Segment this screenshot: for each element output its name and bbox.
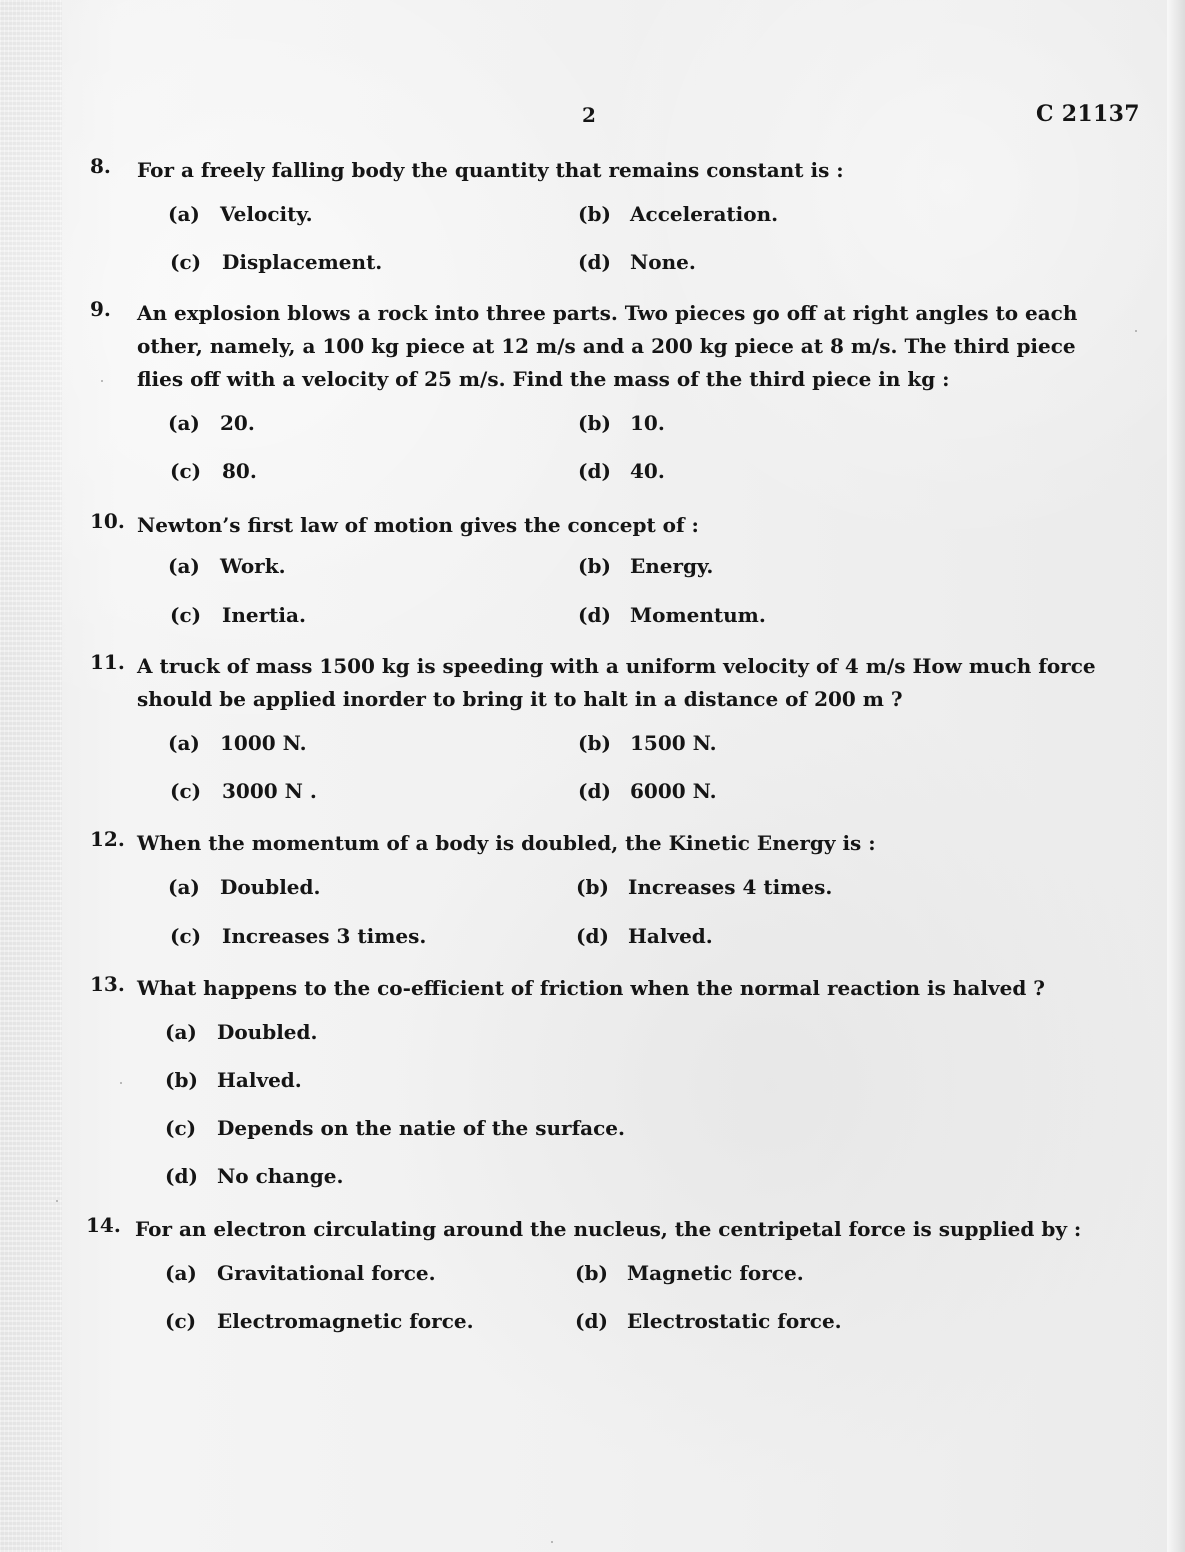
option-text: Electrostatic force. [627, 1309, 842, 1333]
option-text: 1500 N. [630, 731, 717, 755]
paper-speck [101, 380, 103, 382]
paper-speck [1135, 330, 1137, 332]
question-number: 8. [90, 154, 111, 178]
option-text: Increases 3 times. [222, 924, 427, 948]
option-label: (c) [170, 603, 202, 627]
option-label: (b) [578, 202, 611, 226]
option-d [575, 1311, 842, 1331]
question-text: An explosion blows a rock into three parts. Two pieces go off at right angles to each other, namely, a 100 kg piece at 12 m/s and a 200 kg piece at 8 m/s. The third piece flies off with a velocity of 25 m/s. Find the mass of the third piece in kg : [137, 301, 1078, 391]
option-d [578, 461, 665, 481]
option-text: Halved. [217, 1068, 302, 1092]
option-text: Electromagnetic force. [217, 1309, 474, 1333]
option-label: (c) [170, 924, 202, 948]
option-label: (b) [575, 1261, 608, 1285]
option-label: (d) [578, 250, 611, 274]
option-text: Acceleration. [630, 202, 779, 226]
option-a [168, 556, 286, 576]
option-a [165, 1263, 436, 1283]
option-label: (c) [170, 459, 202, 483]
option-text: Momentum. [630, 603, 766, 627]
option-text: 20. [220, 411, 255, 435]
option-label: (d) [578, 779, 611, 803]
option-text: Increases 4 times. [628, 875, 833, 899]
option-text: No change. [217, 1164, 344, 1188]
question-number: 13. [90, 972, 125, 996]
option-label: (a) [168, 731, 200, 755]
option-text: 3000 N . [222, 779, 317, 803]
option-label: (c) [165, 1116, 197, 1140]
option-text: None. [630, 250, 696, 274]
question-text: For a freely falling body the quantity that remains constant is : [137, 158, 844, 182]
option-b [576, 877, 832, 897]
option-a [168, 877, 320, 897]
question-number: 11. [90, 650, 125, 674]
option-label: (d) [578, 459, 611, 483]
option-b [578, 204, 778, 224]
option-d [578, 252, 696, 272]
question-number: 12. [90, 827, 125, 851]
option-d [165, 1166, 343, 1186]
option-label: (a) [168, 554, 200, 578]
option-label: (c) [170, 779, 202, 803]
option-a [168, 733, 307, 753]
option-label: (b) [578, 411, 611, 435]
option-label: (c) [170, 250, 202, 274]
option-b [578, 556, 713, 576]
option-label: (d) [578, 603, 611, 627]
paper-speck [551, 1541, 553, 1543]
option-b [578, 733, 717, 753]
option-c [170, 461, 257, 481]
option-b [578, 413, 665, 433]
option-label: (b) [578, 554, 611, 578]
option-c [165, 1311, 474, 1331]
option-d [578, 781, 717, 801]
paper-speck [120, 1082, 122, 1084]
option-label: (b) [165, 1068, 198, 1092]
option-b [165, 1070, 302, 1090]
option-text: Inertia. [222, 603, 306, 627]
option-label: (a) [165, 1261, 197, 1285]
option-c [170, 605, 306, 625]
option-label: (b) [576, 875, 609, 899]
option-c [170, 252, 382, 272]
paper-speck [56, 1200, 58, 1202]
question-text: For an electron circulating around the nucleus, the centripetal force is supplied by : [135, 1217, 1082, 1241]
option-label: (a) [168, 411, 200, 435]
option-label: (a) [165, 1020, 197, 1044]
option-label: (d) [575, 1309, 608, 1333]
question-text: A truck of mass 1500 kg is speeding with a uniform velocity of 4 m/s How much force should be applied inorder to bring it to halt in a distance of 200 m ? [137, 654, 1096, 711]
option-label: (b) [578, 731, 611, 755]
option-text: Magnetic force. [627, 1261, 804, 1285]
option-text: Energy. [630, 554, 714, 578]
option-text: Displacement. [222, 250, 383, 274]
option-text: Halved. [628, 924, 713, 948]
option-d [576, 926, 713, 946]
option-c [165, 1118, 625, 1138]
option-a [168, 204, 313, 224]
option-label: (a) [168, 875, 200, 899]
question-text: Newton’s first law of motion gives the concept of : [137, 513, 699, 537]
option-label: (c) [165, 1309, 197, 1333]
option-text: Doubled. [217, 1020, 318, 1044]
page-number: 2 [582, 103, 596, 127]
option-c [170, 926, 426, 946]
option-a [168, 413, 255, 433]
perforated-paper-edge [0, 0, 62, 1552]
option-text: 6000 N. [630, 779, 717, 803]
page-fold-shadow [1167, 0, 1185, 1552]
option-c [170, 781, 317, 801]
option-text: Velocity. [220, 202, 313, 226]
option-text: Doubled. [220, 875, 321, 899]
option-d [578, 605, 766, 625]
exam-code: C 21137 [1036, 101, 1140, 127]
option-text: Gravitational force. [217, 1261, 436, 1285]
option-b [575, 1263, 804, 1283]
option-a [165, 1022, 317, 1042]
option-text: Depends on the natie of the surface. [217, 1116, 625, 1140]
option-label: (d) [165, 1164, 198, 1188]
option-text: Work. [220, 554, 286, 578]
question-text: When the momentum of a body is doubled, the Kinetic Energy is : [137, 831, 876, 855]
question-number: 14. [86, 1213, 121, 1237]
question-text: What happens to the co-efficient of friction when the normal reaction is halved ? [137, 976, 1045, 1000]
question-number: 10. [90, 509, 125, 533]
question-number: 9. [90, 297, 111, 321]
option-text: 40. [630, 459, 665, 483]
option-text: 1000 N. [220, 731, 307, 755]
option-label: (a) [168, 202, 200, 226]
option-text: 10. [630, 411, 665, 435]
option-label: (d) [576, 924, 609, 948]
option-text: 80. [222, 459, 257, 483]
